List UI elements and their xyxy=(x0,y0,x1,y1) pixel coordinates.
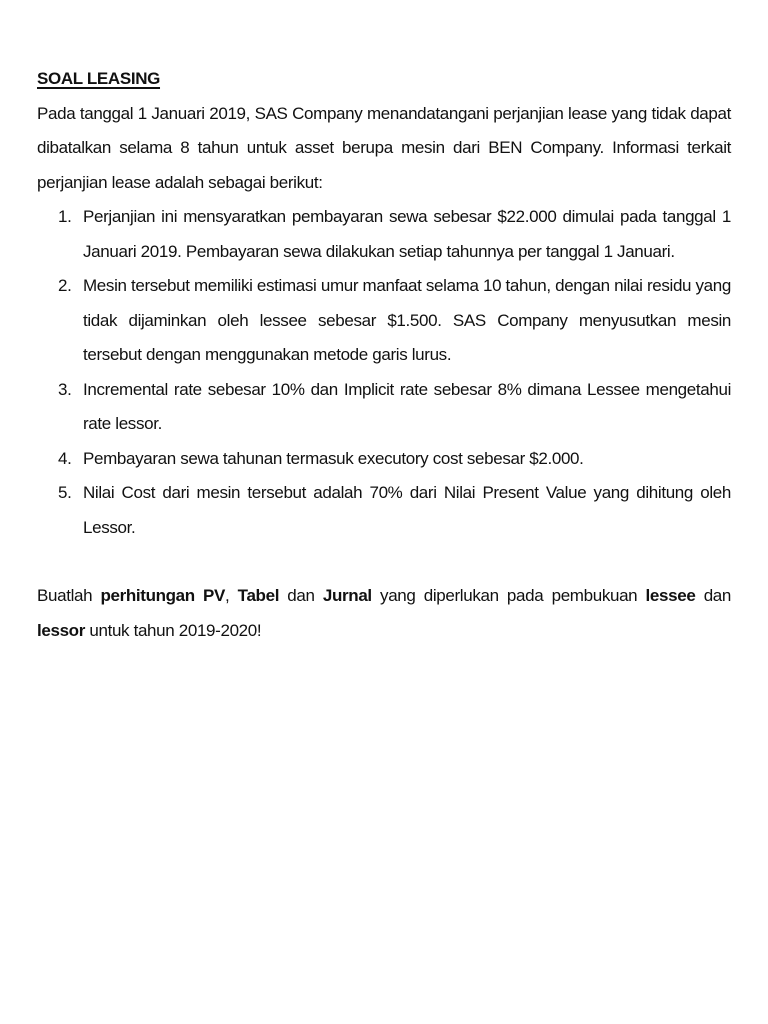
instruction-emphasis-lessor: lessor xyxy=(37,620,85,640)
instruction-emphasis-jurnal: Jurnal xyxy=(322,586,372,605)
list-item-text: Nilai Cost dari mesin tersebut adalah 70% dari Nilai Present Value yang dihitung oleh Lessor. xyxy=(83,483,731,537)
list-item-text: Incremental rate sebesar 10% dan Implicit rate sebesar 8% dimana Lessee mengetahui rate lessor. xyxy=(83,379,731,433)
list-item-number: 3. xyxy=(58,379,72,399)
intro-paragraph: Pada tanggal 1 Januari 2019, SAS Company menandatangani perjanjian lease yang tidak dapat dibatalkan selama 8 tahun untuk asset berupa mesin dari BEN Company. Informasi terkait perjanjian lease adalah sebagai berikut: xyxy=(37,103,731,192)
list-item xyxy=(58,200,731,269)
instruction-emphasis-pv: perhitungan PV xyxy=(100,586,226,605)
instruction-text: yang diperlukan pada pembukuan xyxy=(371,586,646,605)
instruction-emphasis-tabel: Tabel xyxy=(237,586,280,605)
instruction-text: dan xyxy=(695,586,732,605)
requirements-list xyxy=(37,200,731,545)
list-item-number: 5. xyxy=(58,483,72,502)
instruction-paragraph xyxy=(37,579,731,648)
instruction-text: untuk tahun 2019-2020! xyxy=(85,620,262,640)
list-item xyxy=(58,269,731,373)
instruction-text: dan xyxy=(279,586,323,605)
instruction-emphasis-lessee: lessee xyxy=(645,586,696,605)
document-body xyxy=(37,62,731,665)
list-item xyxy=(58,442,731,477)
list-item-number: 4. xyxy=(58,448,72,468)
list-item-number: 2. xyxy=(58,276,72,295)
document-title: SOAL LEASING xyxy=(37,69,161,88)
list-item xyxy=(58,476,731,545)
instruction-text: Buatlah xyxy=(37,586,101,605)
instruction-text: , xyxy=(225,586,238,605)
list-item-text: Perjanjian ini mensyaratkan pembayaran sewa sebesar $22.000 dimulai pada tanggal 1 Januari 2019. Pembayaran sewa dilakukan setiap tahunnya per tanggal 1 Januari. xyxy=(83,207,731,261)
list-item-text: Mesin tersebut memiliki estimasi umur manfaat selama 10 tahun, dengan nilai residu yang tidak dijaminkan oleh lessee sebesar $1.500. SAS Company menyusutkan mesin tersebut dengan menggunakan metode garis lurus. xyxy=(83,276,731,364)
list-item-number: 1. xyxy=(58,207,72,226)
list-item-text: Pembayaran sewa tahunan termasuk executory cost sebesar $2.000. xyxy=(83,448,584,468)
list-item xyxy=(58,373,731,442)
